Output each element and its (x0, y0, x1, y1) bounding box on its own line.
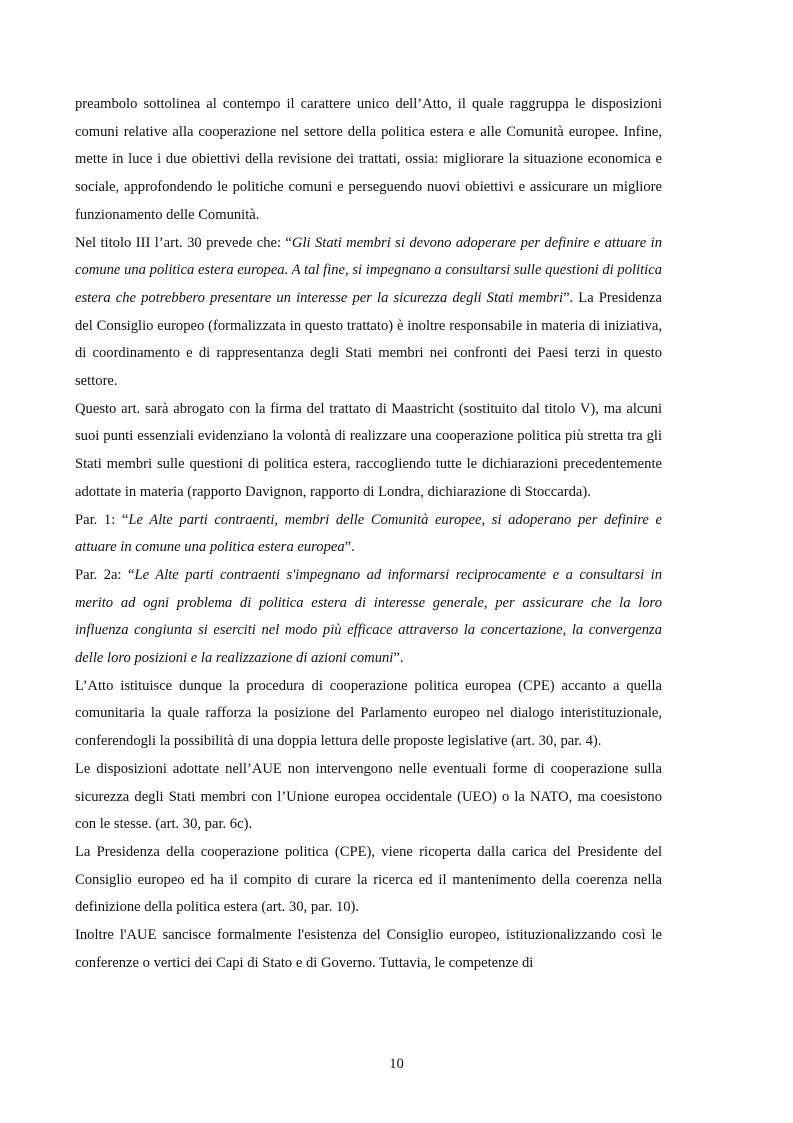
paragraph (75, 756, 662, 839)
text-run: ”. (344, 539, 355, 556)
paragraph (75, 562, 662, 673)
text-run: Par. 2a: “ (75, 566, 135, 583)
text-run: La Presidenza della cooperazione politica (CPE), viene ricoperta dalla carica del Presidente del Consiglio europeo ed ha il compito di curare la ricerca ed il mantenimento della coerenza nella definizione della politica estera (art. 30, par. 10). (75, 843, 662, 916)
text-run: preambolo sottolinea al contempo il carattere unico dell’Atto, il quale raggruppa le disposizioni comuni relative alla cooperazione nel settore della politica estera e alle Comunità europee. Infine, mette in luce i due obiettivi della revisione dei trattati, ossia: migliorare la situazione economica e sociale, approfondendo le politiche comuni e perseguendo nuovi obiettivi e assicurare un migliore funzionamento delle Comunità. (75, 96, 662, 223)
quoted-text: Gli Stati membri si devono adoperare per definire e attuare in comune una politica estera europea. A tal fine, si impegnano a consultarsi sulle questioni di politica estera che potrebbero presentare un interesse per la sicurezza degli Stati membri (75, 234, 662, 306)
text-run: L’Atto istituisce dunque la procedura di cooperazione politica europea (CPE) accanto a quella comunitaria la quale rafforza la posizione del Parlamento europeo nel dialogo interistituzionale, conferendogli la possibilità di una doppia lettura delle proposte legislative (art. 30, par. 4). (75, 677, 662, 750)
paragraph (75, 230, 662, 396)
paragraph (75, 396, 662, 507)
paragraph (75, 91, 662, 230)
page-number: 10 (389, 1056, 404, 1072)
quoted-text: Le Alte parti contraenti, membri delle Comunità europee, si adoperano per definire e attuare in comune una politica estera europea (75, 511, 662, 556)
text-run: Le disposizioni adottate nell’AUE non intervengono nelle eventuali forme di cooperazione sulla sicurezza degli Stati membri con l’Unione europea occidentale (UEO) o la NATO, ma coesistono con le stesse. (art. 30, par. 6c). (75, 760, 662, 833)
text-run: Par. 1: “ (75, 511, 129, 528)
paragraph (75, 922, 662, 977)
quoted-text: Le Alte parti contraenti s'impegnano ad informarsi reciprocamente e a consultarsi in merito ad ogni problema di politica estera di interesse generale, per assicurare che la loro influenza congiunta si eserciti nel modo più efficace attraverso la concertazione, la convergenza delle loro posizioni e la realizzazione di azioni comuni (75, 566, 662, 667)
text-run: Inoltre l'AUE sancisce formalmente l'esistenza del Consiglio europeo, istituzionalizzando così le conferenze o vertici dei Capi di Stato e di Governo. Tuttavia, le competenze di (75, 927, 662, 971)
document-body (75, 91, 662, 978)
paragraph (75, 673, 662, 756)
text-run: ”. La Presidenza del Consiglio europeo (formalizzata in questo trattato) è inoltre responsabile in materia di iniziativa, di coordinamento e di rappresentanza degli Stati membri nei confronti dei Paesi terzi in questo settore. (75, 289, 662, 390)
paragraph (75, 839, 662, 922)
text-run: Questo art. sarà abrogato con la firma del trattato di Maastricht (sostituito dal titolo V), ma alcuni suoi punti essenziali evidenziano la volontà di realizzare una cooperazione politica più stretta tra gli Stati membri sulle questioni di politica estera, raccogliendo tutte le dichiarazioni precedentemente adottate in materia (rapporto Davignon, rapporto di Londra, dichiarazione di Stoccarda). (75, 400, 662, 500)
text-run: Nel titolo III l’art. 30 prevede che: “ (75, 234, 292, 251)
paragraph (75, 507, 662, 562)
text-run: ”. (393, 650, 404, 667)
